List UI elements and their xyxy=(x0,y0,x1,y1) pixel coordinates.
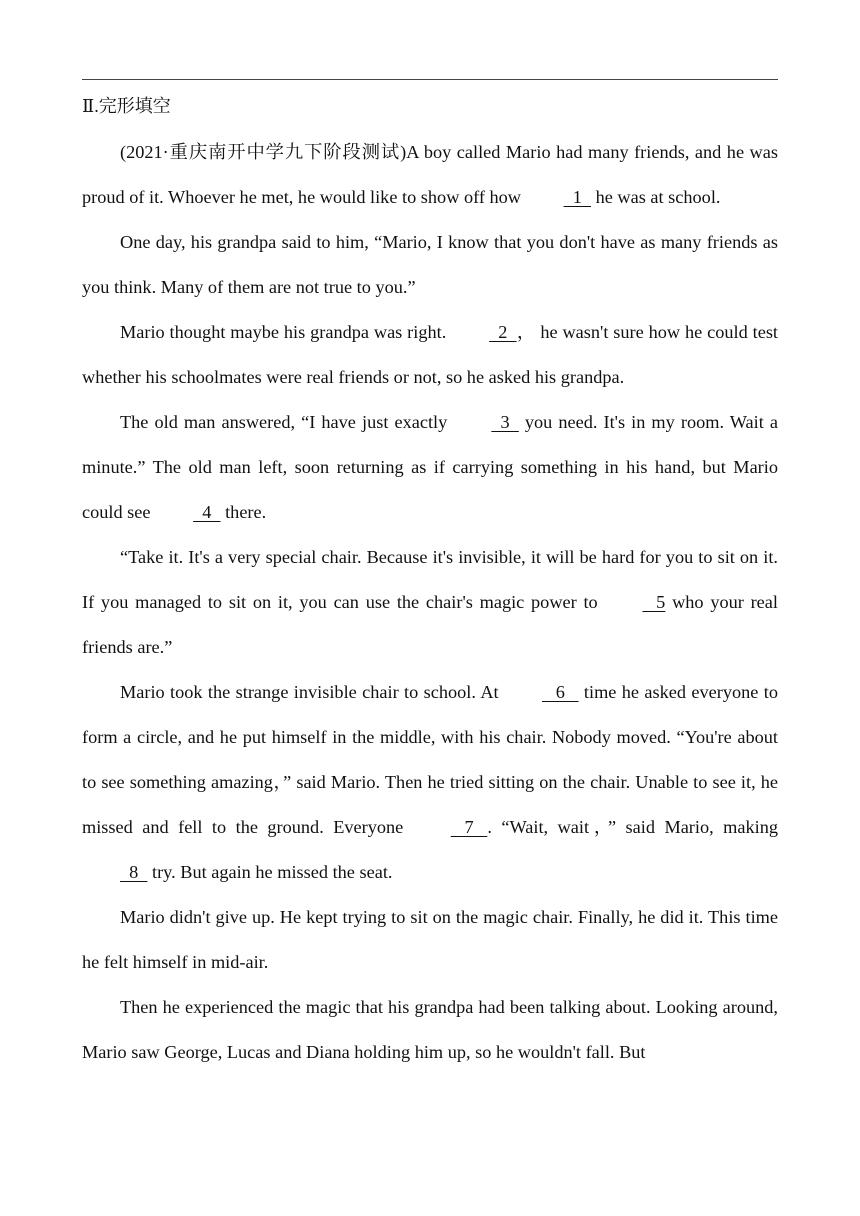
paragraph-text: try. But again he missed the seat. xyxy=(147,862,393,882)
paragraph xyxy=(82,535,778,670)
answer-blank: 3 xyxy=(491,412,519,432)
paragraph xyxy=(82,310,778,400)
paragraph xyxy=(82,670,778,895)
paragraph-text: Mario thought maybe his grandpa was right. xyxy=(120,322,452,342)
paragraph xyxy=(82,220,778,310)
passage-body xyxy=(82,130,778,1075)
section-title: Ⅱ.完形填空 xyxy=(82,96,171,116)
paragraph xyxy=(82,130,778,220)
paragraph-text: Mario didn't give up. He kept trying to sit on the magic chair. Finally, he did it. This time he felt himself in mid-air. xyxy=(82,907,778,972)
answer-blank: 8 xyxy=(120,862,148,882)
answer-blank: 7 xyxy=(450,817,488,837)
paragraph-text: time he asked everyone to form a circle, and he put himself in the middle, with his chair. Nobody moved. “You're about to see something amazing，” said Mario. Then he tried sitting on the chair. Unable to see it, he missed and fell to the ground. Everyone xyxy=(82,682,779,837)
paragraph-text: you need. It's in my room. Wait a minute.” The old man left, soon returning as if carrying something in his hand, but Mario could see xyxy=(82,412,778,522)
paragraph xyxy=(82,400,778,535)
answer-blank: 5 xyxy=(642,592,666,612)
paragraph-text: who your real friends are.” xyxy=(82,592,778,657)
paragraph-text: Mario took the strange invisible chair to school. At xyxy=(120,682,504,702)
paragraph-text: . “Wait, wait，” said Mario, making xyxy=(487,817,778,837)
answer-blank: 1 xyxy=(563,187,592,207)
paragraph xyxy=(82,985,778,1075)
paragraph-text: Then he experienced the magic that his grandpa had been talking about. Looking around, Mario saw George, Lucas and Diana holding him up, so he wouldn't fall. But xyxy=(82,997,778,1062)
top-divider xyxy=(82,79,778,80)
paragraph-text: (2021·重庆南开中学九下阶段测试)A boy called Mario had many friends, and he was proud of it. Whoever he met, he would like to show off how xyxy=(82,142,778,207)
paragraph-text: The old man answered, “I have just exactly xyxy=(120,412,454,432)
paragraph-text: there. xyxy=(220,502,267,522)
answer-blank: 2 xyxy=(489,322,517,342)
paragraph-text: “Take it. It's a very special chair. Because it's invisible, it will be hard for you to sit on it. If you managed to sit on it, you can use the chair's magic power to xyxy=(82,547,778,612)
answer-blank: 4 xyxy=(193,502,221,522)
paragraph-text: ， he wasn't sure how he could test whether his schoolmates were real friends or not, so he asked his grandpa. xyxy=(82,322,779,387)
answer-blank: 6 xyxy=(541,682,579,702)
paragraph xyxy=(82,895,778,985)
paragraph-text: he was at school. xyxy=(591,187,721,207)
paragraph-text: One day, his grandpa said to him, “Mario, I know that you don't have as many friends as you think. Many of them are not true to you.” xyxy=(82,232,778,297)
